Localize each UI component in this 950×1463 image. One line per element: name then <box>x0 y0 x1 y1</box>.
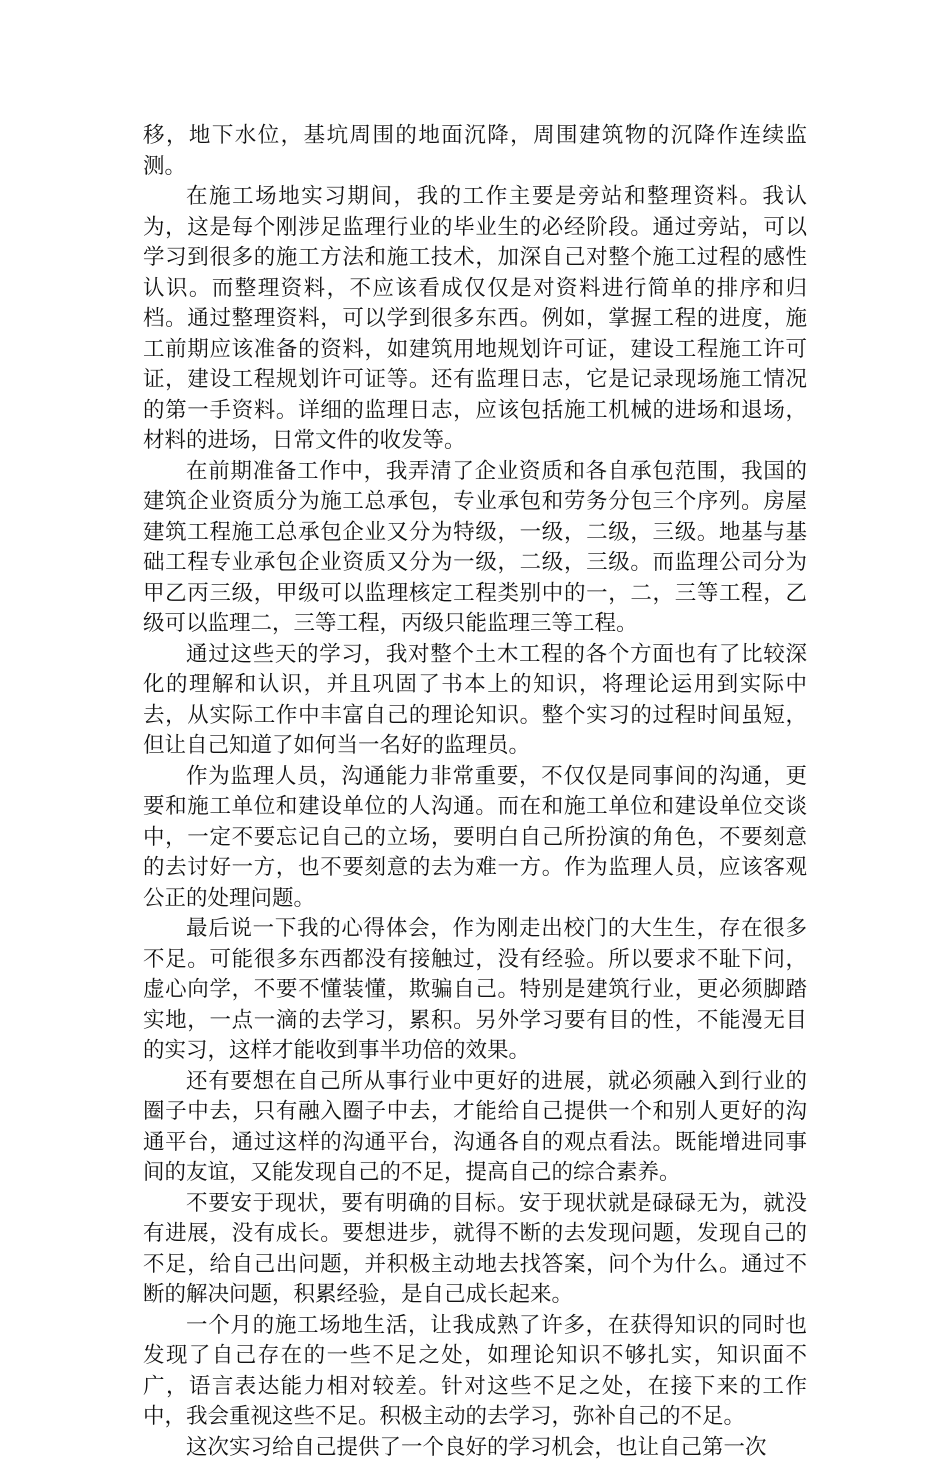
paragraph-opportunity: 这次实习给自己提供了一个良好的学习机会，也让自己第一次 <box>143 1433 807 1463</box>
paragraph-reflections: 最后说一下我的心得体会，作为刚走出校门的大生生，存在很多不足。可能很多东西都没有接触过，没有经验。所以要求不耻下问，虚心向学，不要不懂装懂，欺骗自己。特别是建筑行业，更必须脚踏实地，一点一滴的去学习，累积。另外学习要有目的性，不能漫无目的实习，这样才能收到事半功倍的效果。 <box>143 914 807 1067</box>
paragraph-site-internship-duties: 在施工场地实习期间，我的工作主要是旁站和整理资料。我认为，这是每个刚涉足监理行业的毕业生的必经阶段。通过旁站，可以学习到很多的施工方法和施工技术，加深自己对整个施工过程的感性认识。而整理资料，不应该看成仅仅是对资料进行简单的排序和归档。通过整理资料，可以学到很多东西。例如，掌握工程的进度，施工前期应该准备的资料，如建筑用地规划许可证，建设工程施工许可证，建设工程规划许可证等。还有监理日志，它是记录现场施工情况的第一手资料。详细的监理日志，应该包括施工机械的进场和退场，材料的进场，日常文件的收发等。 <box>143 182 807 457</box>
paragraph-continued: 移，地下水位，基坑周围的地面沉降，周围建筑物的沉降作连续监测。 <box>143 121 807 182</box>
paragraph-enterprise-qualifications: 在前期准备工作中，我弄清了企业资质和各自承包范围，我国的建筑企业资质分为施工总承包，专业承包和劳务分包三个序列。房屋建筑工程施工总承包企业又分为特级，一级，二级，三级。地基与基础工程专业承包企业资质又分为一级，二级，三级。而监理公司分为甲乙丙三级，甲级可以监理核定工程类别中的一，二，三等工程，乙级可以监理二，三等工程，丙级只能监理三等工程。 <box>143 457 807 640</box>
paragraph-goals: 不要安于现状，要有明确的目标。安于现状就是碌碌无为，就没有进展，没有成长。要想进步，就得不断的去发现问题，发现自己的不足，给自己出问题，并积极主动地去找答案，问个为什么。通过不断的解决问题，积累经验，是自己成长起来。 <box>143 1189 807 1311</box>
paragraph-learning-summary: 通过这些天的学习，我对整个土木工程的各个方面也有了比较深化的理解和认识，并且巩固了书本上的知识，将理论运用到实际中去，从实际工作中丰富自己的理论知识。整个实习的过程时间虽短，但让自己知道了如何当一名好的监理员。 <box>143 640 807 762</box>
document-page <box>143 121 807 1463</box>
paragraph-one-month-life: 一个月的施工场地生活，让我成熟了许多，在获得知识的同时也发现了自己存在的一些不足之处，如理论知识不够扎实，知识面不广，语言表达能力相对较差。针对这些不足之处，在接下来的工作中，我会重视这些不足。积极主动的去学习，弥补自己的不足。 <box>143 1311 807 1433</box>
paragraph-communication: 作为监理人员，沟通能力非常重要，不仅仅是同事间的沟通，更要和施工单位和建设单位的人沟通。而在和施工单位和建设单位交谈中，一定不要忘记自己的立场，要明白自己所扮演的角色，不要刻意的去讨好一方，也不要刻意的去为难一方。作为监理人员，应该客观公正的处理问题。 <box>143 762 807 915</box>
paragraph-industry-circle: 还有要想在自己所从事行业中更好的进展，就必须融入到行业的圈子中去，只有融入圈子中去，才能给自己提供一个和别人更好的沟通平台，通过这样的沟通平台，沟通各自的观点看法。既能增进同事间的友谊，又能发现自己的不足，提高自己的综合素养。 <box>143 1067 807 1189</box>
